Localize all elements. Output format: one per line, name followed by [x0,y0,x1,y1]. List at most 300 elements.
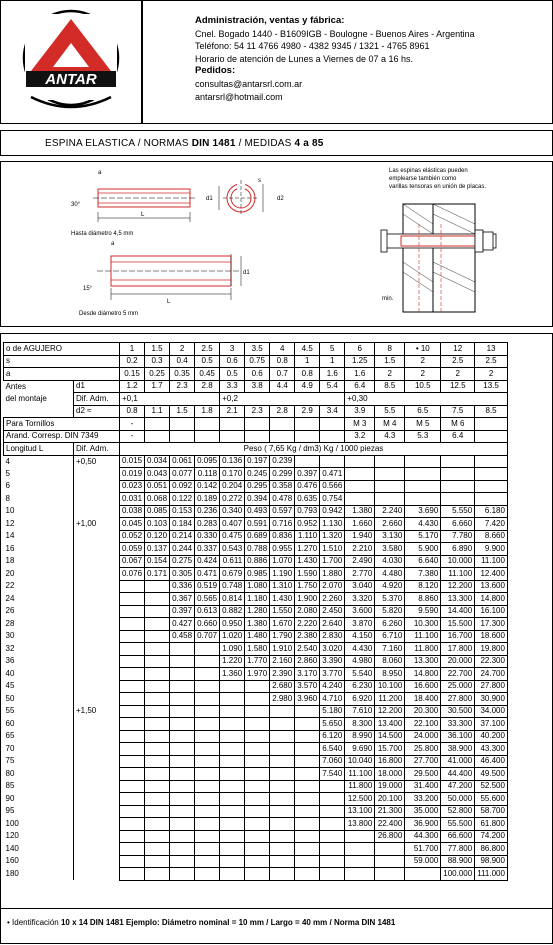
weight-cell [295,843,320,856]
weight-cell [220,743,245,756]
table-row [4,730,508,743]
tolerance-cell [74,805,120,818]
weight-cell: 0.613 [195,605,220,618]
weight-cell [120,768,145,781]
weight-cell: 20.000 [441,655,475,668]
s-cell: 0.2 [120,355,145,368]
weight-cell [245,768,270,781]
weight-cell: 0.153 [170,505,195,518]
length-cell: 55 [4,705,74,718]
table-row [4,468,508,481]
weight-cell [295,718,320,731]
a-cell: 2 [475,368,508,381]
length-cell: 90 [4,793,74,806]
weight-cell: 2.640 [320,618,345,631]
row-d2 [4,405,508,418]
weight-cell [145,830,170,843]
weight-cell [170,643,195,656]
weight-cell: 1.790 [270,630,295,643]
table-row [4,855,508,868]
weight-cell: 1.380 [345,505,375,518]
weight-cell: 1.700 [320,555,345,568]
weight-cell [195,793,220,806]
length-cell: 100 [4,818,74,831]
tolerance-cell [74,568,120,581]
diameter-cell: 4.5 [295,343,320,356]
weight-cell: 18.600 [475,630,508,643]
length-cell: 160 [4,855,74,868]
weight-cell [441,468,475,481]
weight-cell: 1.940 [345,530,375,543]
label-s-row: s [4,355,120,368]
weight-cell: 5.370 [375,593,405,606]
weight-cell [270,730,295,743]
weight-cell: 0.061 [170,455,195,468]
weight-cell: 8.950 [375,668,405,681]
length-cell: 10 [4,505,74,518]
a-cell: 1.6 [345,368,375,381]
weight-cell [145,755,170,768]
weight-cell: 0.394 [245,493,270,506]
weight-cell: 0.330 [195,530,220,543]
a-cell: 0.15 [120,368,145,381]
weight-cell: 0.189 [195,493,220,506]
weight-cell [475,480,508,493]
weight-cell: 2.830 [320,630,345,643]
email-secondary[interactable]: antarsrl@hotmail.com [195,91,283,102]
d2-cell: 2.1 [220,405,245,418]
weight-cell: 13.100 [345,805,375,818]
weight-cell [120,655,145,668]
weight-cell: 0.493 [245,505,270,518]
row-agujero [4,343,508,356]
page-title: ESPINA ELASTICA / NORMAS DIN 1481 / MEDIDAS 4 a 85 [45,138,324,149]
empty-cell [475,430,508,443]
weight-cell [170,693,195,706]
weight-cell: 2.380 [295,630,320,643]
tolerance-cell [74,555,120,568]
weight-cell: 1.590 [295,568,320,581]
weight-cell: 11.100 [405,630,441,643]
weight-cell [195,830,220,843]
weight-cell [120,743,145,756]
weight-cell [270,843,295,856]
a-cell: 2 [405,368,441,381]
weight-cell: 0.565 [195,593,220,606]
weight-cell: 25.000 [441,680,475,693]
table-row [4,593,508,606]
d1-cell: 1.2 [120,380,145,393]
weight-cell: 36.100 [441,730,475,743]
table-row [4,643,508,656]
length-cell: 140 [4,843,74,856]
weight-cell: 6.540 [320,743,345,756]
weight-cell: 16.800 [375,755,405,768]
weight-cell [475,468,508,481]
weight-cell [345,830,375,843]
length-cell: 24 [4,593,74,606]
weight-cell: 1.090 [220,643,245,656]
s-cell: 0.4 [170,355,195,368]
length-cell: 30 [4,630,74,643]
weight-cell [170,830,195,843]
weight-cell: 0.471 [320,468,345,481]
table-row [4,680,508,693]
weight-cell [195,805,220,818]
diameter-cell: 1 [120,343,145,356]
table-row [4,505,508,518]
length-cell: 16 [4,543,74,556]
weight-cell [145,655,170,668]
s-cell: 0.8 [270,355,295,368]
weight-cell [345,855,375,868]
weight-cell: 29.500 [405,768,441,781]
weight-cell [375,868,405,881]
weight-cell [345,843,375,856]
a-cell: 1.6 [320,368,345,381]
label-d1-top: d1 [206,196,213,202]
tolerance-cell [74,718,120,731]
weight-cell: 41.000 [441,755,475,768]
weight-cell: 22.100 [405,718,441,731]
weight-cell: 88.900 [441,855,475,868]
weight-cell [170,818,195,831]
weight-cell [120,618,145,631]
weight-cell [295,455,320,468]
label-15deg: 15° [83,286,93,292]
weight-cell: 3.390 [320,655,345,668]
weight-cell [245,855,270,868]
weight-cell [345,455,375,468]
weight-cell: 0.950 [220,618,245,631]
weight-cell: 40.200 [475,730,508,743]
weight-cell [170,793,195,806]
length-cell: 14 [4,530,74,543]
weight-cell [145,593,170,606]
weight-cell [405,868,441,881]
table-row [4,568,508,581]
d1-cell: 13.5 [475,380,508,393]
weight-cell: 0.305 [170,568,195,581]
weight-cell [170,868,195,881]
weight-cell [375,493,405,506]
weight-cell [441,480,475,493]
tolerance-cell [74,768,120,781]
weight-cell [195,868,220,881]
weight-cell: 13.400 [375,718,405,731]
weight-cell: 3.040 [345,580,375,593]
weight-cell: 0.204 [220,480,245,493]
weight-cell: 0.142 [195,480,220,493]
weight-cell [170,730,195,743]
weight-cell: 34.000 [475,705,508,718]
weight-cell: 0.748 [220,580,245,593]
weight-cell [220,805,245,818]
length-cell: 60 [4,718,74,731]
weight-cell: 0.295 [245,480,270,493]
d1-cell: 4.9 [295,380,320,393]
diameter-cell: 2.5 [195,343,220,356]
weight-cell [245,830,270,843]
spec-table [3,342,508,881]
empty-cell [145,430,170,443]
weight-cell: 5.550 [441,505,475,518]
weight-cell: 0.458 [170,630,195,643]
weight-cell: 4.030 [375,555,405,568]
weight-cell: 13.800 [345,818,375,831]
weight-cell: 18.400 [405,693,441,706]
weight-cell: 1.670 [270,618,295,631]
weight-cell: 0.068 [145,493,170,506]
weight-cell: 27.800 [475,680,508,693]
weight-cell [195,693,220,706]
weight-cell: 0.814 [220,593,245,606]
weight-cell: 0.154 [145,555,170,568]
tolerance-cell [74,830,120,843]
weight-cell [345,493,375,506]
email-primary[interactable]: consultas@antarsrl.com.ar [195,78,303,89]
weight-cell [195,843,220,856]
d1-cell: 8.5 [375,380,405,393]
weight-cell [120,705,145,718]
label-longitud: Longitud L [4,443,74,456]
weight-cell: 1.310 [270,580,295,593]
weight-cell [441,493,475,506]
weight-cell [170,668,195,681]
weight-cell: 11.200 [375,693,405,706]
weight-cell: 14.500 [375,730,405,743]
weight-cell: 2.660 [375,518,405,531]
weight-cell: 47.200 [441,780,475,793]
weight-cell: 2.450 [320,605,345,618]
weight-cell [405,493,441,506]
weight-cell [170,843,195,856]
weight-cell: 0.059 [120,543,145,556]
weight-cell: 14.800 [475,593,508,606]
weight-cell: 7.060 [320,755,345,768]
weight-cell [120,593,145,606]
s-cell: 1 [320,355,345,368]
weight-cell: 0.095 [195,455,220,468]
table-row [4,668,508,681]
weight-cell: 0.397 [170,605,195,618]
a-cell: 2 [375,368,405,381]
weight-cell: 0.245 [245,468,270,481]
weight-cell [145,693,170,706]
weight-cell: 5.650 [320,718,345,731]
weight-cell [145,843,170,856]
pin-small-drawing [71,170,284,237]
d2-cell: 0.8 [120,405,145,418]
d2-cell: 7.5 [441,405,475,418]
tolerance-cell [74,630,120,643]
weight-cell: 1.080 [245,580,270,593]
weight-cell: 38.900 [441,743,475,756]
weight-cell: 8.300 [345,718,375,731]
weight-cell [195,780,220,793]
length-cell: 80 [4,768,74,781]
table-row [4,580,508,593]
weight-cell: 52.800 [441,805,475,818]
weight-cell [220,755,245,768]
weight-cell [195,818,220,831]
weight-cell: 0.566 [320,480,345,493]
weight-cell [220,680,245,693]
weight-cell: 1.070 [270,555,295,568]
weight-cell [120,805,145,818]
weight-cell [145,643,170,656]
length-cell: 45 [4,680,74,693]
weight-cell: 0.707 [195,630,220,643]
weight-cell [295,830,320,843]
weight-cell [170,855,195,868]
row-tornillos [4,418,508,431]
weight-cell: 22.700 [441,668,475,681]
weight-cell: 33.300 [441,718,475,731]
weight-cell [195,705,220,718]
weight-cell [120,668,145,681]
table-row [4,718,508,731]
weight-cell [120,718,145,731]
weight-cell [270,755,295,768]
weight-cell [375,843,405,856]
table-row [4,868,508,881]
empty-cell [270,430,295,443]
weight-cell: 10.100 [375,680,405,693]
weight-cell: 8.990 [345,730,375,743]
weight-cell: 17.800 [441,643,475,656]
logo-panel [0,0,142,124]
weight-cell: 8.060 [375,655,405,668]
empty-cell [320,430,345,443]
weight-cell: 1.580 [245,643,270,656]
weight-cell: 0.038 [120,505,145,518]
tolerance-cell [74,755,120,768]
weight-cell: 7.420 [475,518,508,531]
weight-cell: 0.955 [270,543,295,556]
table-row [4,743,508,756]
tolerance-cell [74,593,120,606]
weight-cell [195,643,220,656]
length-cell: 85 [4,780,74,793]
tolerance-cell: +1,00 [74,518,120,531]
weight-cell [245,693,270,706]
weight-cell: 2.490 [345,555,375,568]
weight-cell [145,868,170,881]
weight-cell [245,730,270,743]
weight-cell: 61.800 [475,818,508,831]
weight-cell [145,680,170,693]
table-row [4,543,508,556]
weight-cell [270,768,295,781]
s-cell: 0.75 [245,355,270,368]
weight-cell: 0.184 [170,518,195,531]
weight-cell: 30.900 [475,693,508,706]
weight-cell: 1.020 [220,630,245,643]
weight-cell: 0.170 [220,468,245,481]
weight-cell: 16.600 [405,680,441,693]
weight-cell: 2.680 [270,680,295,693]
weight-cell: 4.710 [320,693,345,706]
diameter-cell: 3 [220,343,245,356]
weight-cell: 5.540 [345,668,375,681]
weight-cell: 4.150 [345,630,375,643]
weight-cell: 0.136 [220,455,245,468]
d2-cell: 1.1 [145,405,170,418]
weight-cell [195,718,220,731]
weight-cell: 6.660 [441,518,475,531]
weight-cell [345,480,375,493]
weight-cell: 44.300 [405,830,441,843]
row-arand [4,430,508,443]
tolerance-cell [74,530,120,543]
weight-cell: 22.300 [475,655,508,668]
weight-cell [375,468,405,481]
weight-cell: 0.052 [120,530,145,543]
label-del-montaje: del montaje [4,393,74,406]
weight-cell [170,805,195,818]
table-row [4,705,508,718]
label-a-bottom: a [111,241,115,247]
weight-cell: 0.019 [120,468,145,481]
weight-cell: 0.023 [120,480,145,493]
weight-cell [120,693,145,706]
tolerance-cell [74,793,120,806]
weight-cell: 46.400 [475,755,508,768]
weight-cell: 13.300 [405,655,441,668]
weight-cell: 0.122 [170,493,195,506]
weight-cell: 1.360 [220,668,245,681]
weight-cell [270,830,295,843]
arand-cell: 5.3 [405,430,441,443]
weight-cell: 0.836 [270,530,295,543]
weight-cell: 1.970 [245,668,270,681]
weight-cell: 100.000 [441,868,475,881]
dif-cell: +0,2 [220,393,345,406]
weight-cell [120,630,145,643]
weight-cell: 0.076 [120,568,145,581]
weight-cell: 51.700 [405,843,441,856]
length-cell: 6 [4,480,74,493]
weight-cell [375,455,405,468]
row-a [4,368,508,381]
weight-cell [145,668,170,681]
s-cell: 2.5 [475,355,508,368]
weight-cell: 0.272 [220,493,245,506]
weight-cell [405,480,441,493]
empty-cell [245,430,270,443]
tolerance-cell [74,543,120,556]
weight-cell [320,855,345,868]
weight-cell: 0.886 [245,555,270,568]
weight-cell [295,855,320,868]
empty-cell [270,418,295,431]
s-cell: 0.6 [220,355,245,368]
weight-cell [145,730,170,743]
a-cell: 0.35 [170,368,195,381]
weight-cell: 7.380 [405,568,441,581]
row-s [4,355,508,368]
table-row [4,530,508,543]
weight-cell: 21.300 [375,805,405,818]
weight-cell: 0.043 [145,468,170,481]
weight-cell [320,793,345,806]
d2-cell: 8.5 [475,405,508,418]
weight-cell: 0.015 [120,455,145,468]
brand-text: ANTAR [45,71,97,88]
weight-cell: 0.299 [270,468,295,481]
length-cell: 32 [4,643,74,656]
